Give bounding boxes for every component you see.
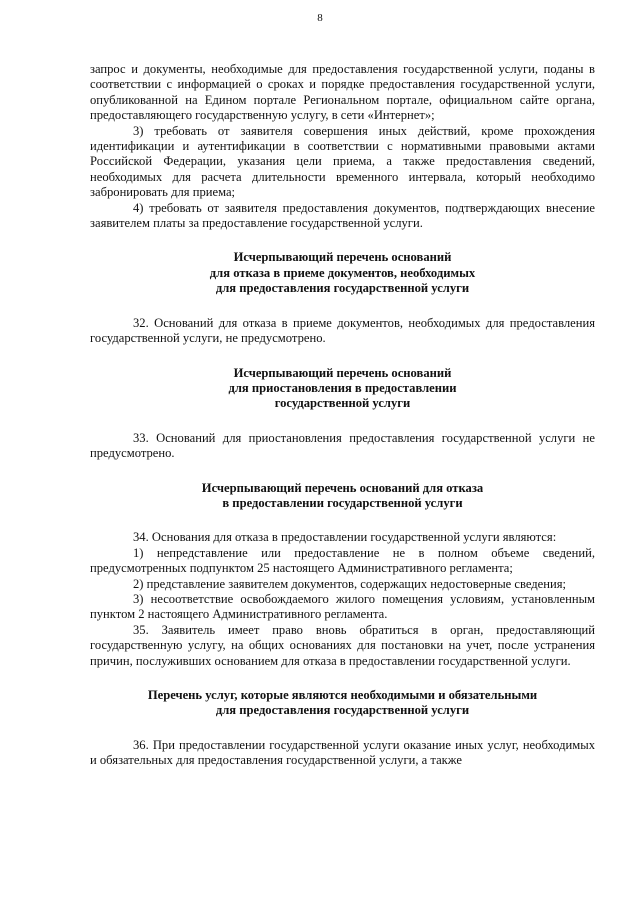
heading-line: для предоставления государственной услуги: [215, 703, 470, 718]
paragraph: 3) требовать от заявителя совершения иных действий, кроме прохождения идентификации и аутентификации в соответствии с нормативными правовыми актами Российской Федерации, указания цели приема, а также предоставления сведений, необходимых для расчета длительности временного интервала, который необходимо забронировать для приема;: [90, 123, 595, 200]
heading-line: для предоставления государственной услуги: [215, 281, 470, 296]
paragraph: 33. Оснований для приостановления предоставления государственной услуги не предусмотрено.: [90, 430, 595, 461]
heading-line: государственной услуги: [274, 396, 411, 411]
heading-line: Перечень услуг, которые являются необходимыми и обязательными: [147, 688, 538, 702]
heading-line: Исчерпывающий перечень оснований: [233, 365, 452, 380]
paragraph: 32. Оснований для отказа в приеме документов, необходимых для предоставления государственной услуги, не предусмотрено.: [90, 315, 595, 346]
heading-line: для отказа в приеме документов, необходимых: [209, 265, 476, 280]
list-item: 3) несоответствие освобождаемого жилого помещения условиям, установленным пунктом 2 настоящего Административного регламента.: [90, 591, 595, 622]
page-number: 8: [317, 12, 323, 24]
paragraph: 36. При предоставлении государственной услуги оказание иных услуг, необходимых и обязательных для предоставления государственной услуги, а также: [90, 737, 595, 768]
list-item: 1) непредставление или предоставление не в полном объеме сведений, предусмотренных подпунктом 25 настоящего Административного регламента;: [90, 545, 595, 576]
paragraph: запрос и документы, необходимые для предоставления государственной услуги, поданы в соответствии с информацией о сроках и порядке предоставления государственной услуги, опубликованной на Едином портале Региональном портале, официальном сайте органа, предоставляющего государственную услугу, в сети «Интернет»;: [90, 62, 595, 123]
section-heading: [90, 366, 595, 412]
heading-line: Исчерпывающий перечень оснований: [233, 250, 452, 265]
document-body: [90, 62, 595, 769]
paragraph: 4) требовать от заявителя предоставления документов, подтверждающих внесение заявителем платы за предоставление государственной услуги.: [90, 200, 595, 231]
heading-line: в предоставлении государственной услуги: [222, 495, 463, 510]
heading-line: Исчерпывающий перечень оснований для отказа: [201, 480, 484, 495]
section-heading: [90, 250, 595, 296]
heading-line: для приостановления в предоставлении: [228, 380, 457, 395]
list-item: 2) представление заявителем документов, содержащих недостоверные сведения;: [133, 576, 567, 591]
paragraph: 35. Заявитель имеет право вновь обратиться в орган, предоставляющий государственную услугу, на общих основаниях для постановки на учет, после устранения причин, послуживших основанием для отказа в предоставлении государственной услуги.: [90, 622, 595, 668]
paragraph: 34. Основания для отказа в предоставлении государственной услуги являются:: [133, 530, 557, 545]
section-heading: [90, 688, 595, 719]
section-heading: [90, 481, 595, 512]
